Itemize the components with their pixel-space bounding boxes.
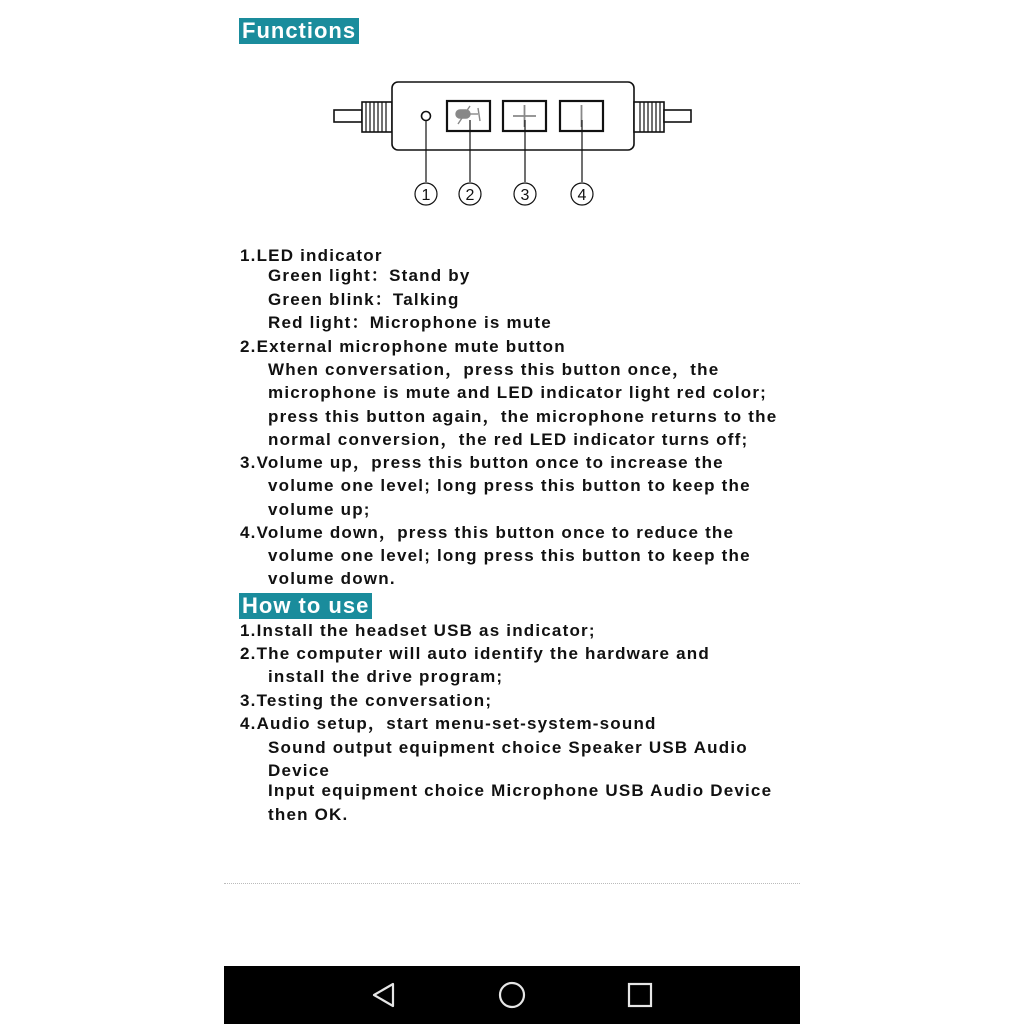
- function-item: When conversation，press this button once，the: [268, 360, 720, 379]
- function-item: volume one level; long press this button to keep the: [268, 476, 751, 495]
- howto-item: Sound output equipment choice Speaker USB Audio: [268, 738, 748, 757]
- howto-item: 3.Testing the conversation;: [240, 691, 493, 710]
- function-item: Green light：Stand by: [268, 266, 471, 285]
- function-item: volume down.: [268, 569, 396, 588]
- function-item: 3.Volume up，press this button once to increase the: [240, 453, 724, 472]
- howto-item: 1.Install the headset USB as indicator;: [240, 621, 596, 640]
- recent-square-icon: [624, 979, 656, 1011]
- function-item: 4.Volume down，press this button once to reduce the: [240, 523, 735, 542]
- content-divider: [224, 883, 800, 884]
- left-cable: [334, 110, 362, 122]
- howto-item: then OK.: [268, 805, 349, 824]
- function-item: normal conversion，the red LED indicator turns off;: [268, 430, 749, 449]
- function-item: volume one level; long press this button to keep the: [268, 546, 751, 565]
- callout-label-1: 1: [421, 187, 431, 204]
- function-item: Red light：Microphone is mute: [268, 313, 552, 332]
- function-item: Green blink：Talking: [268, 290, 460, 309]
- howto-item: 2.The computer will auto identify the hardware and: [240, 644, 710, 663]
- how-to-use-heading: How to use: [239, 593, 372, 619]
- function-item: volume up;: [268, 500, 371, 519]
- function-item: 2.External microphone mute button: [240, 337, 566, 356]
- home-circle-icon: [496, 979, 528, 1011]
- home-button[interactable]: [496, 979, 528, 1011]
- back-triangle-icon: [368, 979, 400, 1011]
- howto-item: 4.Audio setup，start menu-set-system-sound: [240, 714, 657, 733]
- callout-label-2: 2: [465, 187, 475, 204]
- howto-item: Device: [268, 761, 331, 780]
- callout-label-3: 3: [520, 187, 530, 204]
- function-item: 1.LED indicator: [240, 246, 383, 265]
- right-cable: [664, 110, 691, 122]
- function-item: press this button again，the microphone returns to the: [268, 407, 778, 426]
- system-navigation-bar: [224, 966, 800, 1024]
- function-item: microphone is mute and LED indicator light red color;: [268, 383, 768, 402]
- controller-diagram: [330, 70, 700, 220]
- callout-label-4: 4: [577, 187, 587, 204]
- howto-item: install the drive program;: [268, 667, 504, 686]
- recent-apps-button[interactable]: [624, 979, 656, 1011]
- howto-item: Input equipment choice Microphone USB Audio Device: [268, 781, 773, 800]
- back-button[interactable]: [368, 979, 400, 1011]
- functions-heading: Functions: [239, 18, 359, 44]
